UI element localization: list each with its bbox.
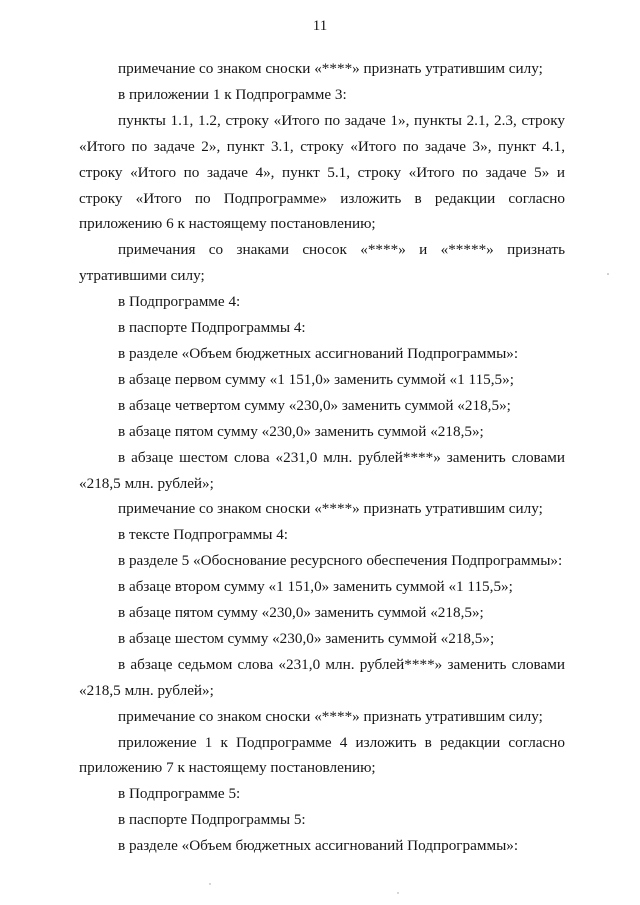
paragraph-appendix-restatement: приложение 1 к Подпрограмме 4 изложить в редакции согласно приложению 7 к настоящему постановлению;: [79, 733, 565, 777]
paragraph-passport-subprogram-4: в паспорте Подпрограммы 4:: [118, 319, 306, 337]
paragraph-second-sum: в абзаце втором сумму «1 151,0» заменить суммой «1 115,5»;: [118, 578, 513, 596]
document-body: [79, 56, 565, 859]
paragraph-subprogram-4: в Подпрограмме 4:: [118, 293, 241, 311]
paragraph-note-removal-1: примечание со знаком сноски «****» признать утратившим силу;: [118, 60, 543, 77]
paragraph-items-restatement: пункты 1.1, 1.2, строку «Итого по задаче 1», пункты 2.1, 2.3, строку «Итого по задаче 2», пункт 3.1, строку «Итого по задаче 3», пункт 4.1, строку «Итого по задаче 4», пункт 5.1, строку «Итого по задаче 5» и строку «Итого по Подпрограмме» изложить в редакции согласно приложению 6 к настоящему постановлению;: [79, 111, 565, 233]
paragraph-sixth-sum-text: в абзаце шестом сумму «230,0» заменить суммой «218,5»;: [118, 629, 495, 647]
paragraph-section-5: в разделе 5 «Обоснование ресурсного обеспечения Подпрограммы»:: [118, 552, 563, 570]
paragraph-note-removal-3: примечание со знаком сноски «****» признать утратившим силу;: [118, 707, 543, 725]
paragraph-fourth-sum: в абзаце четвертом сумму «230,0» заменить суммой «218,5»;: [118, 396, 511, 414]
paragraph-first-sum: в абзаце первом сумму «1 151,0» заменить суммой «1 115,5»;: [118, 370, 514, 388]
paragraph-seventh-words: в абзаце седьмом слова «231,0 млн. рублей****» заменить словами «218,5 млн. рублей»;: [79, 655, 565, 699]
paragraph-notes-removal: примечания со знаками сносок «****» и «*****» признать утратившими силу;: [79, 241, 565, 285]
paragraph-section-budget-4: в разделе «Объем бюджетных ассигнований Подпрограммы»:: [118, 344, 519, 362]
paragraph-text-subprogram-4: в тексте Подпрограммы 4:: [118, 526, 289, 544]
paragraph-sixth-words: в абзаце шестом слова «231,0 млн. рублей****» заменить словами «218,5 млн. рублей»;: [79, 448, 565, 492]
paragraph-subprogram-5: в Подпрограмме 5:: [118, 785, 241, 803]
paragraph-section-budget-5: в разделе «Объем бюджетных ассигнований Подпрограммы»:: [118, 837, 519, 855]
page-number: 11: [312, 18, 328, 34]
paragraph-fifth-sum-text: в абзаце пятом сумму «230,0» заменить суммой «218,5»;: [118, 604, 484, 622]
paragraph-appendix-1-subprogram-3: в приложении 1 к Подпрограмме 3:: [118, 85, 347, 103]
paragraph-fifth-sum: в абзаце пятом сумму «230,0» заменить суммой «218,5»;: [118, 422, 484, 440]
paragraph-note-removal-2: примечание со знаком сноски «****» признать утратившим силу;: [118, 500, 543, 518]
paragraph-passport-subprogram-5: в паспорте Подпрограммы 5:: [118, 811, 306, 829]
